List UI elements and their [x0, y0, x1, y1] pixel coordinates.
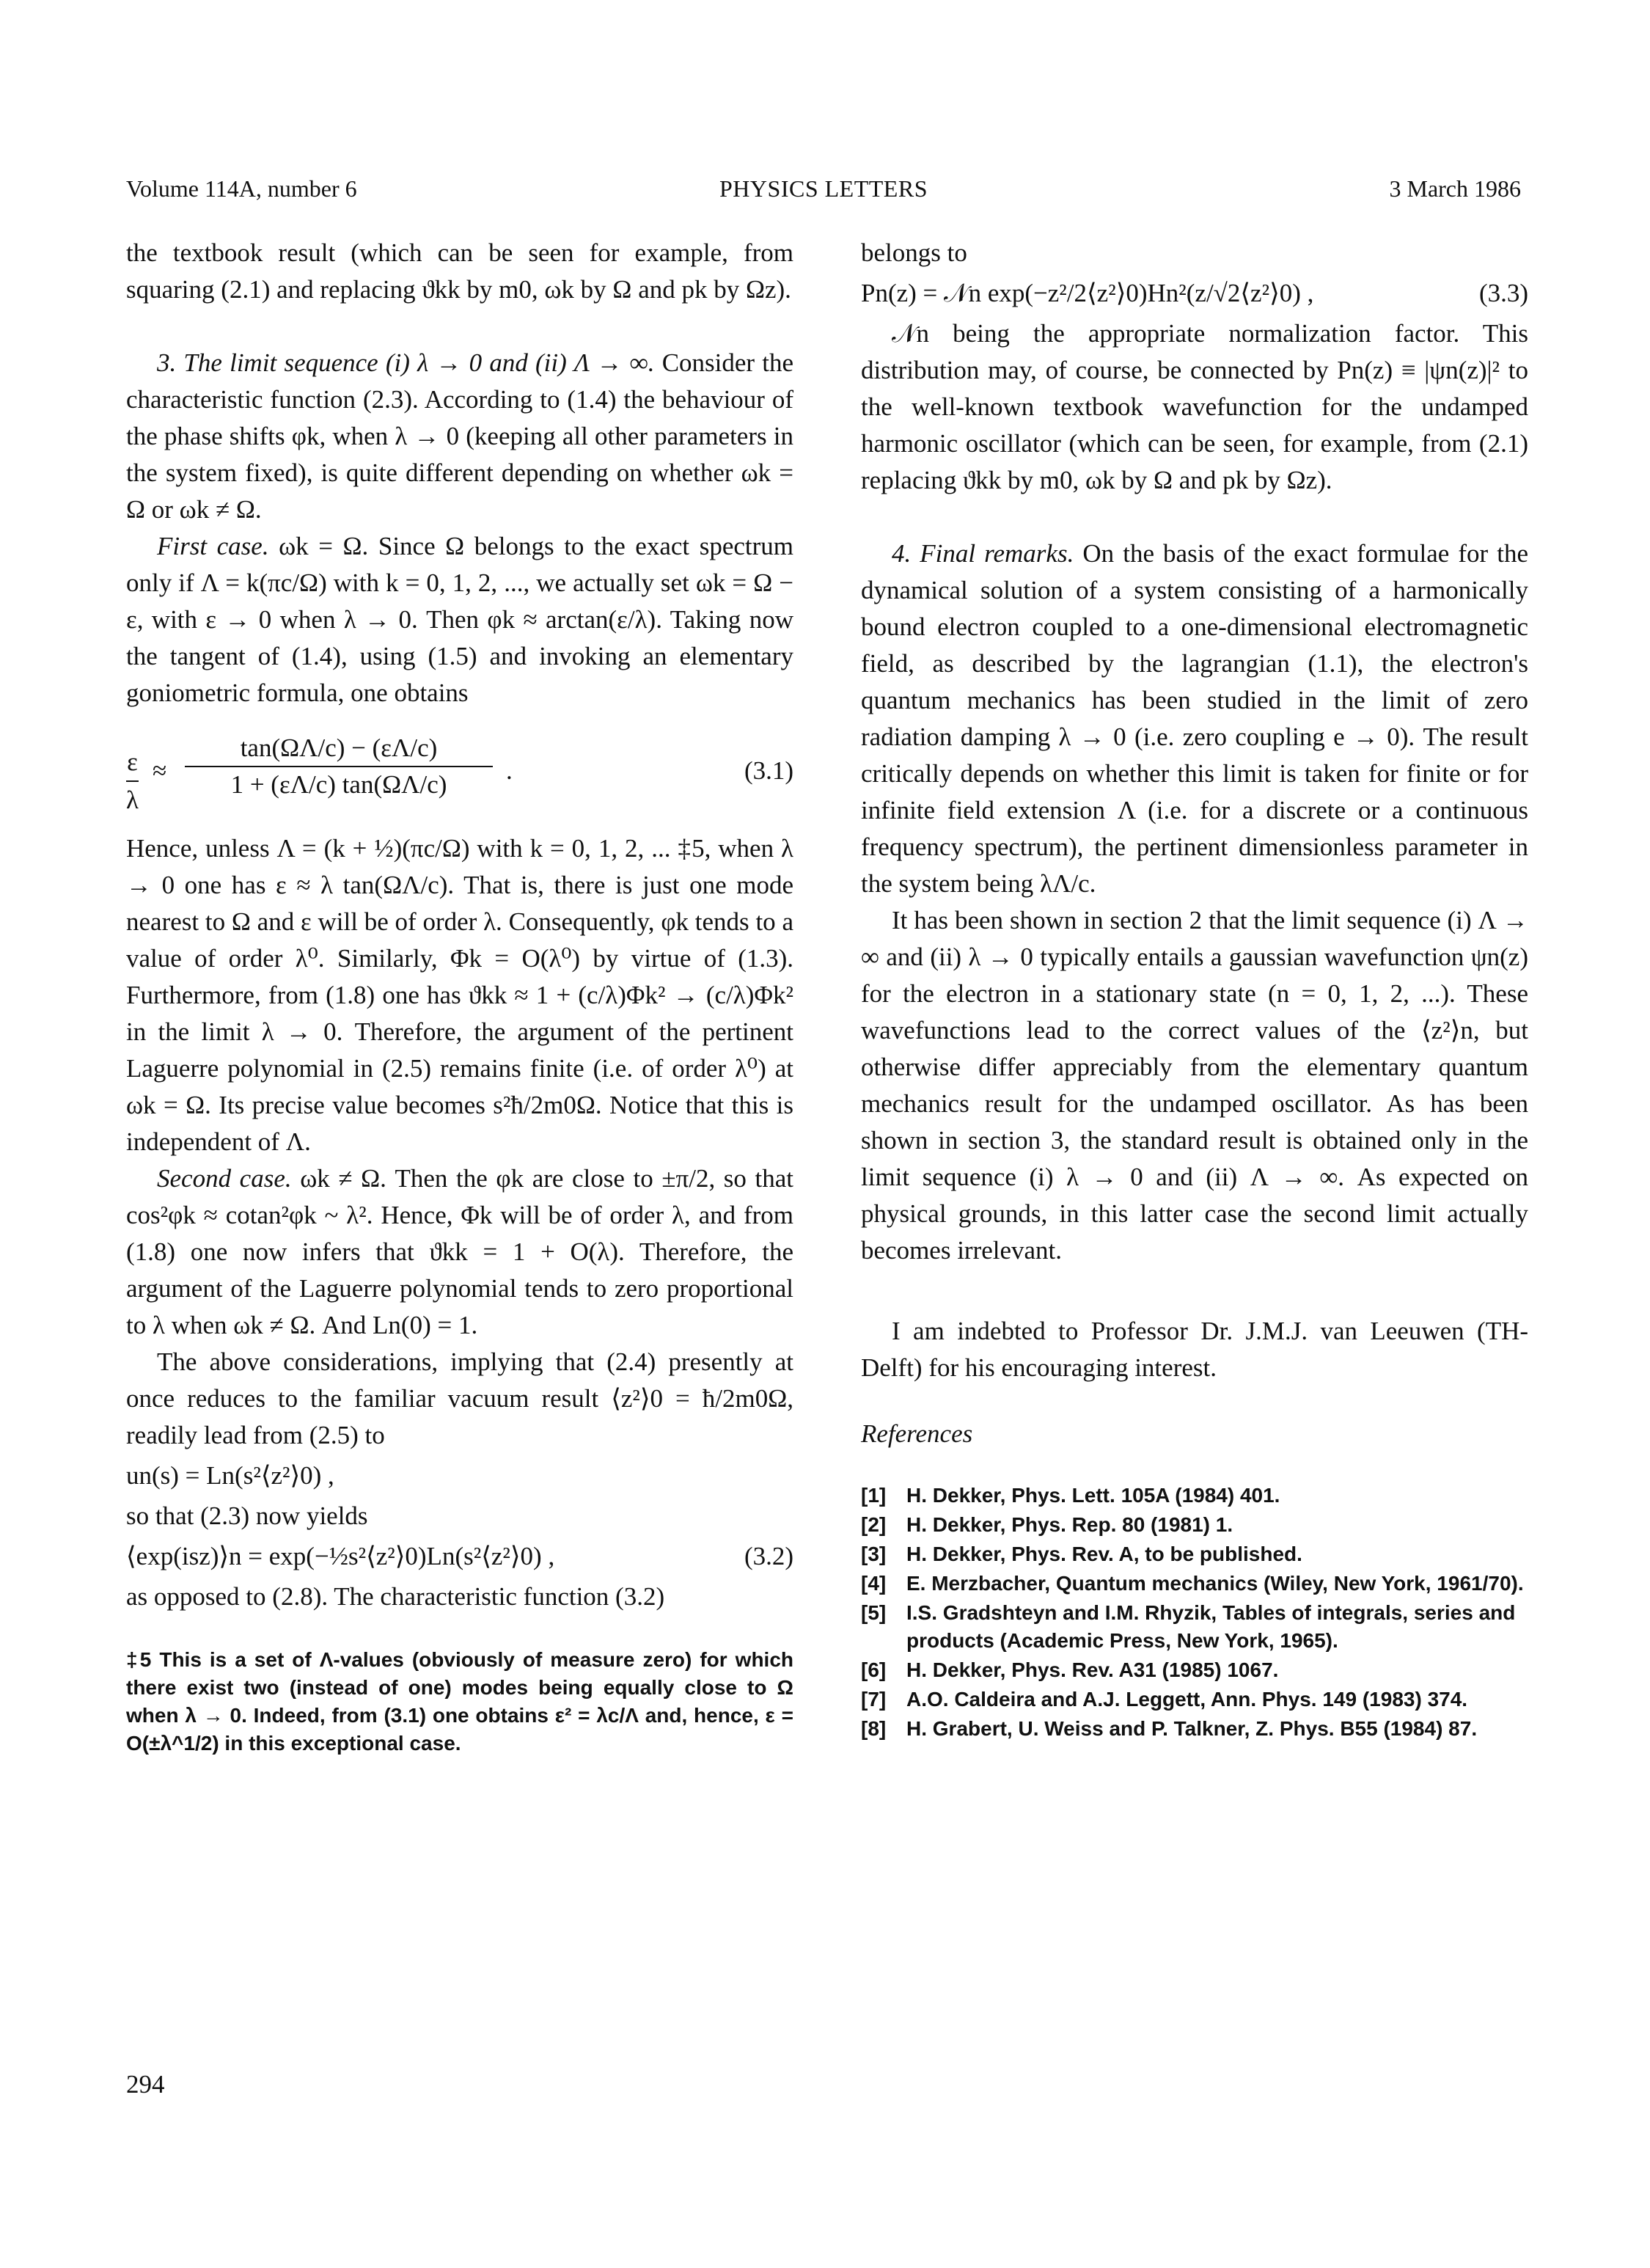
reference-number: [4]	[861, 1572, 887, 1595]
reference-number: [1]	[861, 1484, 887, 1507]
eq31-approx-sign: ≈	[153, 756, 167, 785]
paragraph-so-that: so that (2.3) now yields	[126, 1501, 368, 1530]
reference-text: H. Dekker, Phys. Lett. 105A (1984) 401.	[906, 1484, 1280, 1507]
eq-un-body: un(s) = Ln(s²⟨z²⟩0) ,	[126, 1461, 334, 1490]
section-4-title: 4. Final remarks.	[892, 539, 1074, 568]
reference-number: [6]	[861, 1658, 887, 1681]
section-3-text: Consider the characteristic function (2.3). According to (1.4) the behaviour of the phase shifts φk, when λ → 0 (keeping all other parameters in the system fixed), is quite different depending on whether ωk = Ω or ωk ≠ Ω.	[126, 348, 794, 524]
section-4	[861, 535, 1528, 902]
eq31-rhs-numerator: tan(ΩΛ/c) − (εΛ/c)	[240, 734, 438, 762]
section-3	[126, 345, 793, 528]
eq31-lhs	[126, 744, 139, 819]
volume-label: Volume 114A, number 6	[126, 175, 357, 202]
reference-text: H. Dekker, Phys. Rev. A, to be published.	[906, 1543, 1302, 1565]
reference-item	[861, 1686, 1528, 1713]
reference-list	[861, 1482, 1528, 1743]
eq31-rhs	[185, 731, 493, 802]
reference-text: E. Merzbacher, Quantum mechanics (Wiley, New York, 1961/70).	[906, 1572, 1524, 1595]
left-column	[126, 235, 793, 1757]
paragraph-normalization: 𝒩n being the appropriate normalization factor. This distribution may, of course, be connected by Pn(z) ≡ |ψn(z)|² to the well-known textbook wavefunction for the undamped harmonic oscillator (which can be seen, for example, from (2.1) replacing ϑkk by m0, ωk by Ω and pk by Ωz).	[861, 319, 1528, 494]
eq33-body: Pn(z) = 𝒩n exp(−z²/2⟨z²⟩0)Hn²(z/√2⟨z²⟩0) ,	[861, 279, 1314, 307]
eq31-number: (3.1)	[744, 756, 793, 785]
section-4-text: On the basis of the exact formulae for the dynamical solution of a system consisting of a harmonically bound electron coupled to a one-dimensional electromagnetic field, as described by the lagrangian (1.1), the electron's quantum mechanics has been studied in the limit of zero radiation damping λ → 0 (i.e. zero coupling e → 0). The result critically depends on whether this limit is taken for finite or for infinite field extension Λ (i.e. for a discrete or a continuous frequency spectrum), the pertinent dimensionless parameter in the system being λΛ/c.	[861, 539, 1528, 898]
second-case-label: Second case.	[157, 1164, 292, 1193]
reference-text: H. Dekker, Phys. Rev. A31 (1985) 1067.	[906, 1658, 1279, 1681]
page-number: 294	[126, 2070, 165, 2099]
issue-date: 3 March 1986	[1389, 175, 1521, 202]
reference-item	[861, 1482, 1528, 1510]
section-3-title: 3. The limit sequence (i) λ → 0 and (ii) Λ → ∞.	[157, 348, 655, 377]
eq32-number: (3.2)	[744, 1542, 793, 1570]
reference-text: A.O. Caldeira and A.J. Leggett, Ann. Phys. 149 (1983) 374.	[906, 1688, 1468, 1711]
reference-item	[861, 1511, 1528, 1539]
eq31-period: .	[506, 756, 513, 785]
reference-text: I.S. Gradshteyn and I.M. Rhyzik, Tables of integrals, series and products (Academic Press, New York, 1965).	[906, 1601, 1516, 1652]
paragraph-shown: It has been shown in section 2 that the limit sequence (i) Λ → ∞ and (ii) λ → 0 typically entails a gaussian wavefunction ψn(z) for the electron in a stationary state (n = 0, 1, 2, ...). These wavefunctions lead to the correct values of the ⟨z²⟩n, but otherwise differ appreciably from the elementary quantum mechanics result for the undamped oscillator. As has been shown in section 3, the standard result is obtained only in the limit sequence (i) λ → 0 and (ii) Λ → ∞. As expected on physical grounds, in this latter case the second limit actually becomes irrelevant.	[861, 906, 1528, 1265]
equation-3-2	[126, 1534, 793, 1579]
reference-number: [8]	[861, 1717, 887, 1740]
equation-un	[126, 1454, 793, 1498]
reference-text: H. Grabert, U. Weiss and P. Talkner, Z. Phys. B55 (1984) 87.	[906, 1717, 1478, 1740]
journal-title: PHYSICS LETTERS	[719, 175, 928, 202]
reference-item	[861, 1540, 1528, 1568]
reference-item	[861, 1656, 1528, 1684]
equation-3-1	[126, 731, 793, 814]
paragraph-opposed: as opposed to (2.8). The characteristic function (3.2)	[126, 1582, 665, 1611]
eq31-lhs-denominator: λ	[126, 786, 139, 814]
acknowledgement: I am indebted to Professor Dr. J.M.J. van Leeuwen (TH-Delft) for his encouraging interest.	[861, 1317, 1528, 1382]
reference-item	[861, 1715, 1528, 1743]
eq33-number: (3.3)	[1478, 279, 1528, 307]
footnote-5: ‡5 This is a set of Λ-values (obviously of measure zero) for which there exist two (instead of one) modes being equally close to Ω when λ → 0. Indeed, from (3.1) one obtains ε² = λc/Λ and, hence, ε = O(±λ^1/2) in this exceptional case.	[126, 1648, 793, 1755]
right-column	[861, 235, 1528, 1744]
eq31-rhs-denominator: 1 + (εΛ/c) tan(ΩΛ/c)	[230, 770, 447, 799]
paragraph-textbook: the textbook result (which can be seen for example, from squaring (2.1) and replacing ϑkk by m0, ωk by Ω and pk by Ωz).	[126, 238, 793, 304]
references-heading: References	[861, 1419, 973, 1448]
paragraph-above: The above considerations, implying that (2.4) presently at once reduces to the familiar vacuum result ⟨z²⟩0 = ħ/2m0Ω, readily lead from (2.5) to	[126, 1347, 793, 1449]
reference-number: [3]	[861, 1543, 887, 1565]
paragraph-belongs: belongs to	[861, 238, 967, 267]
eq31-lhs-numerator: ε	[127, 747, 138, 776]
paragraph-hence: Hence, unless Λ = (k + ½)(πc/Ω) with k = 0, 1, 2, ... ‡5, when λ → 0 one has ε ≈ λ tan(ΩΛ/c). That is, there is just one mode nearest to Ω and ε will be of order λ. Consequently, φk tends to a value of order λ⁰. Similarly, Φk = O(λ⁰) by virtue of (1.3). Furthermore, from (1.8) one has ϑkk ≈ 1 + (c/λ)Φk² → (c/λ)Φk² in the limit λ → 0. Therefore, the argument of the pertinent Laguerre polynomial in (2.5) remains finite (i.e. of order λ⁰) at ωk = Ω. Its precise value becomes s²ħ/2m0Ω. Notice that this is independent of Λ.	[126, 834, 793, 1156]
running-header	[126, 170, 1521, 207]
reference-text: H. Dekker, Phys. Rep. 80 (1981) 1.	[906, 1513, 1233, 1536]
eq32-body: ⟨exp(isz)⟩n = exp(−½s²⟨z²⟩0)Ln(s²⟨z²⟩0) ,	[126, 1542, 555, 1570]
equation-3-3	[861, 271, 1528, 315]
reference-number: [2]	[861, 1513, 887, 1536]
reference-item	[861, 1570, 1528, 1598]
first-case-text: ωk = Ω. Since Ω belongs to the exact spectrum only if Λ = k(πc/Ω) with k = 0, 1, 2, ..., we actually set ωk = Ω − ε, with ε → 0 when λ → 0. Then φk ≈ arctan(ε/λ). Taking now the tangent of (1.4), using (1.5) and invoking an elementary goniometric formula, one obtains	[126, 532, 793, 707]
first-case	[126, 528, 793, 712]
reference-number: [7]	[861, 1688, 887, 1711]
second-case	[126, 1160, 793, 1344]
reference-item	[861, 1599, 1528, 1655]
first-case-label: First case.	[157, 532, 269, 560]
reference-number: [5]	[861, 1601, 887, 1624]
second-case-text: ωk ≠ Ω. Then the φk are close to ±π/2, so that cos²φk ≈ cotan²φk ~ λ². Hence, Φk will be of order λ, and from (1.8) one now infers that ϑkk = 1 + O(λ). Therefore, the argument of the Laguerre polynomial tends to zero proportional to λ when ωk ≠ Ω. And Ln(0) = 1.	[126, 1164, 794, 1339]
